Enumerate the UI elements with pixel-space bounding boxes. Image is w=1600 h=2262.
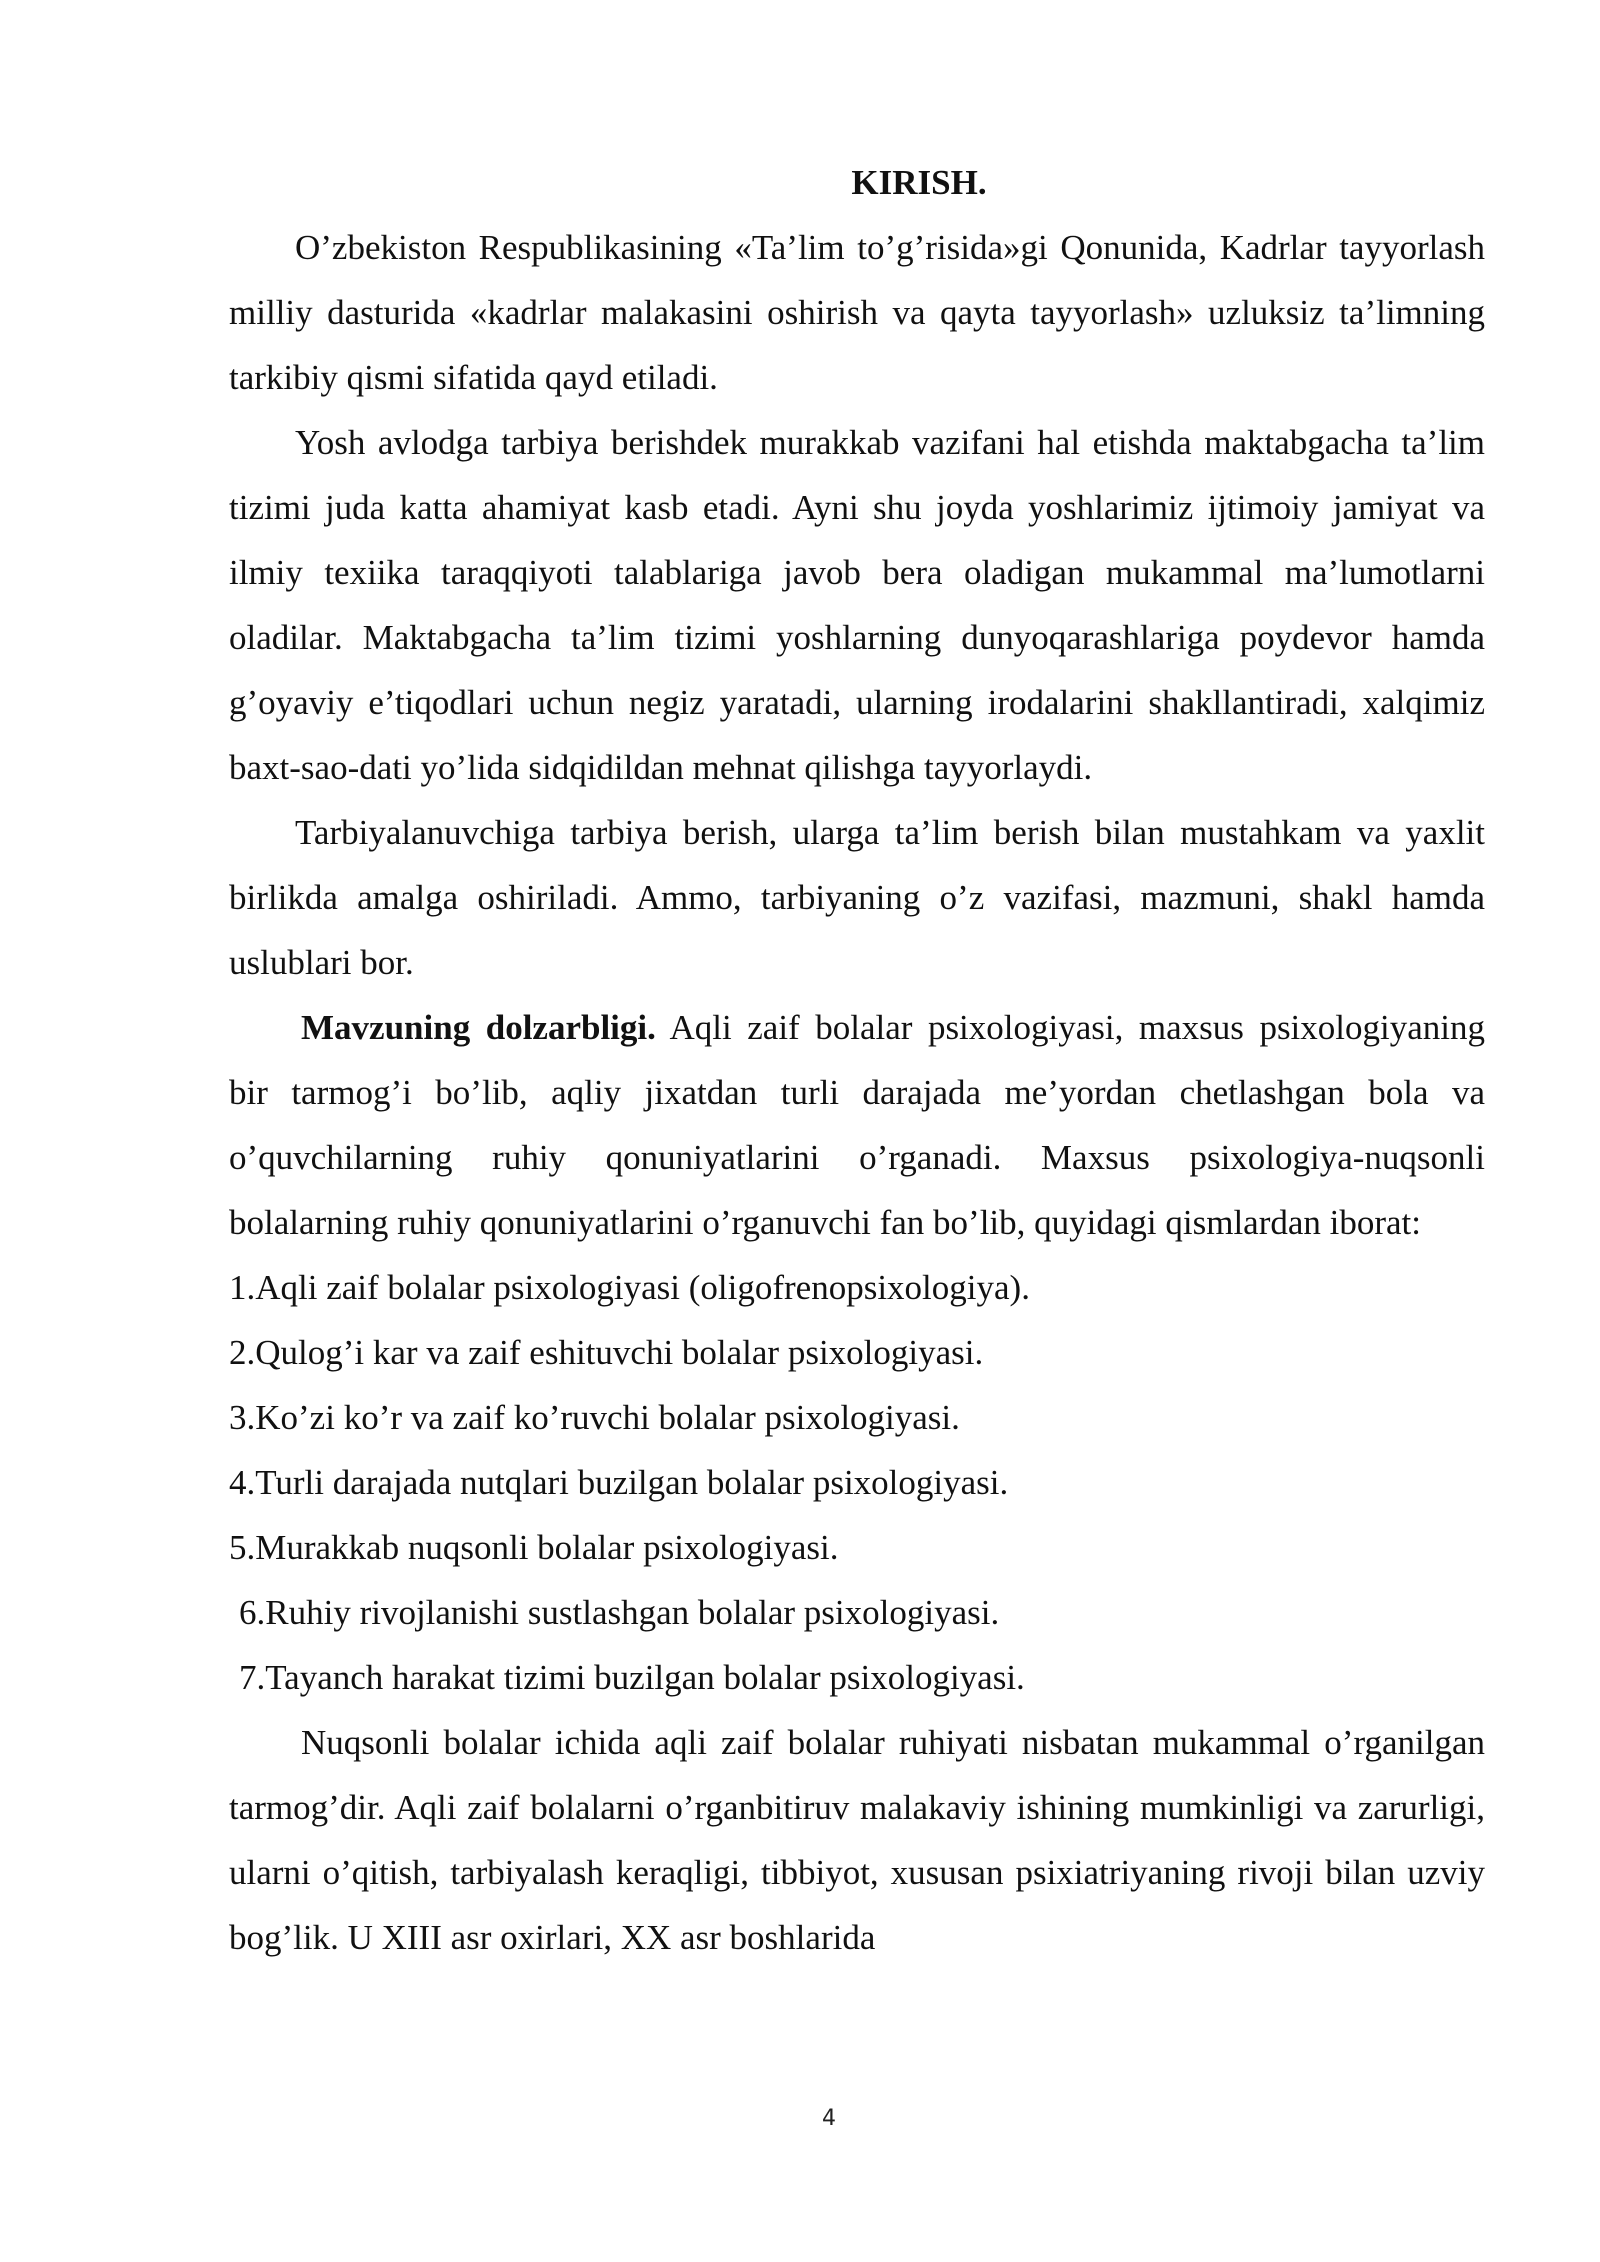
list-item: 3.Ko’zi ko’r va zaif ko’ruvchi bolalar psixologiyasi. <box>229 1398 960 1437</box>
psychology-branches-list <box>229 1255 1485 1710</box>
paragraph-upbringing: Tarbiyalanuvchiga tarbiya berish, ularga ta’lim berish bilan mustahkam va yaxlit birlikda amalga oshiriladi. Ammo, tarbiyaning o’z vazifasi, mazmuni, shakl hamda uslublari bor. <box>229 813 1485 982</box>
relevance-heading: Mavzuning dolzarbligi. <box>301 1008 656 1047</box>
page-number: 4 <box>822 2106 836 2131</box>
paragraph-preschool: Yosh avlodga tarbiya berishdek murakkab vazifani hal etishda maktabgacha ta’lim tizimi juda katta ahamiyat kasb etadi. Ayni shu joyda yoshlarimiz ijtimoiy jamiyat va ilmiy texiika taraqqiyoti talablariga javob bera oladigan mukammal ma’lumotlarni oladilar. Maktabgacha ta’lim tizimi yoshlarning dunyoqarashlariga poydevor hamda g’oyaviy e’tiqodlari uchun negiz yaratadi, ularning irodalarini shakllantiradi, xalqimiz baxt-sao-dati yo’lida sidqidildan mehnat qilishga tayyorlaydi. <box>229 423 1485 787</box>
list-item: 2.Qulog’i kar va zaif eshituvchi bolalar psixologiyasi. <box>229 1333 984 1372</box>
section-title: KIRISH. <box>851 163 987 202</box>
relevance-text: Aqli zaif bolalar psixologiyasi, maxsus psixologiyaning bir tarmog’i bo’lib, aqliy jixatdan turli darajada me’yordan chetlashgan bola va o’quvchilarning ruhiy qonuniyatlarini o’rganadi. Maxsus psixologiya-nuqsonli bolalarning ruhiy qonuniyatlarini o’rganuvchi fan bo’lib, quyidagi qismlardan iborat: <box>229 1008 1485 1242</box>
page-content <box>229 150 1485 1970</box>
paragraph-closing: Nuqsonli bolalar ichida aqli zaif bolalar ruhiyati nisbatan mukammal o’rganilgan tarmog’dir. Aqli zaif bolalarni o’rganbitiruv malakaviy ishining mumkinligi va zarurligi, ularni o’qitish, tarbiyalash keraqligi, tibbiyot, xususan psixiatriyaning rivoji bilan uzviy bog’lik. U XIII asr oxirlari, XX asr boshlarida <box>229 1723 1485 1957</box>
list-item: 5.Murakkab nuqsonli bolalar psixologiyasi. <box>229 1528 839 1567</box>
paragraph-law: O’zbekiston Respublikasining «Ta’lim to’g’risida»gi Qonunida, Kadrlar tayyorlash milliy dasturida «kadrlar malakasini oshirish va qayta tayyorlash» uzluksiz ta’limning tarkibiy qismi sifatida qayd etiladi. <box>229 228 1485 397</box>
list-item: 4.Turli darajada nutqlari buzilgan bolalar psixologiyasi. <box>229 1463 1009 1502</box>
list-item: 1.Aqli zaif bolalar psixologiyasi (oligofrenopsixologiya). <box>229 1268 1030 1307</box>
list-item: 6.Ruhiy rivojlanishi sustlashgan bolalar psixologiyasi. <box>239 1593 1000 1632</box>
paragraph-relevance <box>229 995 1485 1255</box>
list-item: 7.Tayanch harakat tizimi buzilgan bolalar psixologiyasi. <box>239 1658 1025 1697</box>
